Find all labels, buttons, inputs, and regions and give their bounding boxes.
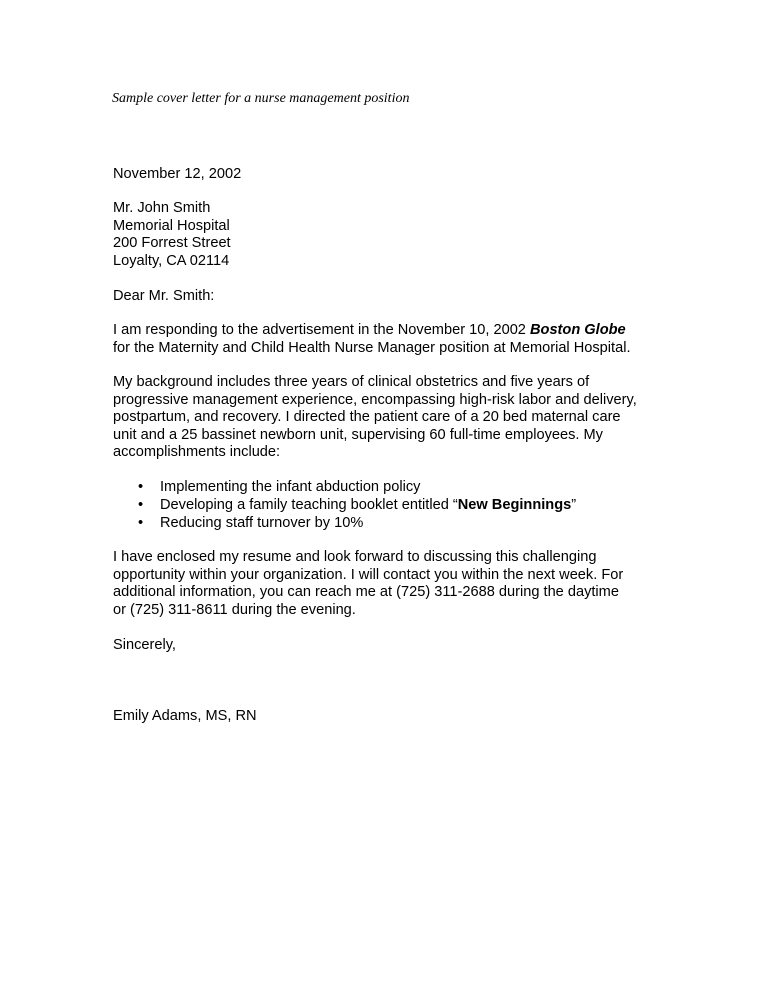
list-item xyxy=(113,478,576,496)
paragraph-3-line: additional information, you can reach me at (725) 311-2688 during the daytime xyxy=(113,584,619,600)
letter-date: November 12, 2002 xyxy=(113,166,242,182)
recipient-street: 200 Forrest Street xyxy=(113,235,231,251)
paragraph-3-line: opportunity within your organization. I will contact you within the next week. For xyxy=(113,566,624,583)
paragraph-2-line: progressive management experience, encompassing high-risk labor and delivery, xyxy=(113,391,637,408)
list-item-text-end: ” xyxy=(571,497,577,513)
list-item-text: Developing a family teaching booklet entitled “ xyxy=(160,497,458,513)
recipient-organization: Memorial Hospital xyxy=(113,217,230,234)
salutation: Dear Mr. Smith: xyxy=(113,288,215,304)
paragraph-2-line: accomplishments include: xyxy=(113,444,281,460)
paragraph-2-line: unit and a 25 bassinet newborn unit, supervising 60 full-time employees. My xyxy=(113,426,603,443)
list-item xyxy=(113,514,576,532)
paragraph-2-line: postpartum, and recovery. I directed the patient care of a 20 bed maternal care xyxy=(113,409,621,425)
paragraph-3 xyxy=(113,549,623,619)
paragraph-2-line: My background includes three years of clinical obstetrics and five years of xyxy=(113,374,590,390)
paragraph-1 xyxy=(113,322,631,357)
bullet-icon: • xyxy=(138,497,144,513)
paragraph-1-line-1 xyxy=(113,322,631,340)
paragraph-3-line: or (725) 311-8611 during the evening. xyxy=(113,601,356,618)
recipient-city: Loyalty, CA 02114 xyxy=(113,252,230,269)
paragraph-3-line: I have enclosed my resume and look forward to discussing this challenging xyxy=(113,549,597,565)
recipient-name: Mr. John Smith xyxy=(113,200,211,216)
paragraph-1-text: I am responding to the advertisement in the November 10, 2002 xyxy=(113,322,530,338)
paragraph-1-line-2: for the Maternity and Child Health Nurse Manager position at Memorial Hospital. xyxy=(113,339,631,356)
paragraph-2 xyxy=(113,374,637,462)
booklet-title: New Beginnings xyxy=(457,497,572,513)
publication-name: Boston Globe xyxy=(529,322,626,338)
bullet-icon: • xyxy=(138,515,144,531)
signature: Emily Adams, MS, RN xyxy=(113,708,257,724)
list-item-text: Reducing staff turnover by 10% xyxy=(160,515,364,531)
accomplishments-list xyxy=(113,478,576,532)
page-heading: Sample cover letter for a nurse management position xyxy=(112,91,410,106)
list-item xyxy=(113,496,576,514)
recipient-address xyxy=(113,200,231,270)
closing: Sincerely, xyxy=(113,637,176,653)
bullet-icon: • xyxy=(138,479,144,495)
list-item-text: Implementing the infant abduction policy xyxy=(160,479,421,495)
